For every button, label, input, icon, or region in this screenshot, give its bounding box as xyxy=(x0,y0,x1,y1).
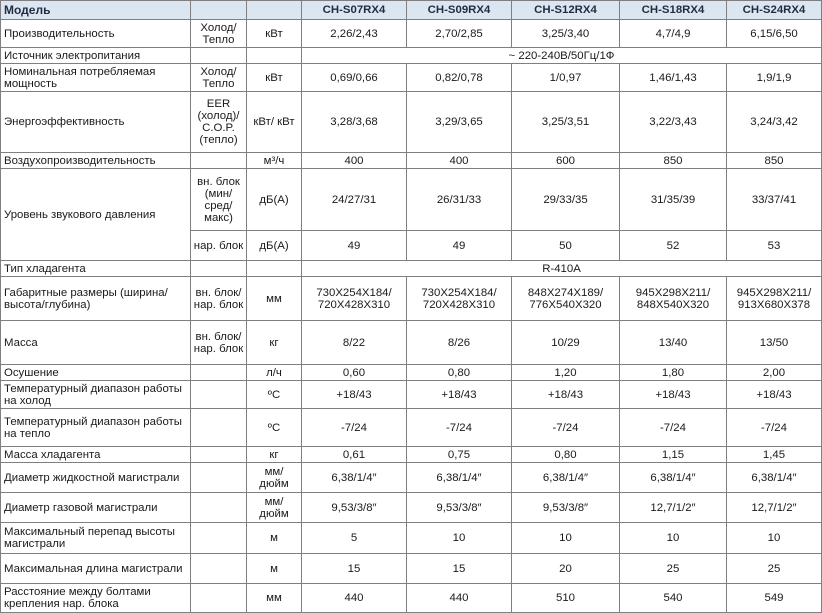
mode-label: Холод/ Тепло xyxy=(191,64,247,92)
param-label: Энергоэффективность xyxy=(1,92,191,153)
value-cell: 540 xyxy=(620,584,727,613)
dim-outdoor: 913X680X378 xyxy=(737,298,811,311)
param-label: Температурный диапазон работы на холод xyxy=(1,381,191,409)
value-cell: 1/0,97 xyxy=(512,64,620,92)
value-cell: 6,38/1/4″ xyxy=(512,463,620,493)
unit-label: ºС xyxy=(247,409,302,447)
empty-cell xyxy=(191,261,247,277)
value-cell: 26/31/33 xyxy=(407,169,512,231)
span-value: ~ 220-240В/50Гц/1Ф xyxy=(302,48,822,64)
row-capacity xyxy=(1,20,822,48)
value-cell: 510 xyxy=(512,584,620,613)
value-cell: 20 xyxy=(512,554,620,584)
value-cell: 2,00 xyxy=(727,365,822,381)
value-cell: 3,24/3,42 xyxy=(727,92,822,153)
row-refrigerant xyxy=(1,261,822,277)
unit-label: л/ч xyxy=(247,365,302,381)
unit-label: мм/ дюйм xyxy=(247,493,302,523)
model-name: CH-S12RX4 xyxy=(512,1,620,20)
unit-label: м xyxy=(247,554,302,584)
value-cell: 6,38/1/4″ xyxy=(620,463,727,493)
value-cell: -7/24 xyxy=(620,409,727,447)
value-cell: 5 xyxy=(302,523,407,554)
row-power xyxy=(1,48,822,64)
param-label: Источник электропитания xyxy=(1,48,191,64)
value-cell: 9,53/3/8″ xyxy=(407,493,512,523)
mode-label: вн. блок (мин/ сред/ макс) xyxy=(191,169,247,231)
row-efficiency xyxy=(1,92,822,153)
dim-indoor: 848X274X189/ xyxy=(527,286,604,299)
param-label: Тип хладагента xyxy=(1,261,191,277)
value-cell: 400 xyxy=(407,153,512,169)
value-cell: 10 xyxy=(620,523,727,554)
value-cell: 24/27/31 xyxy=(302,169,407,231)
value-cell: 0,82/0,78 xyxy=(407,64,512,92)
dim-outdoor: 848X540X320 xyxy=(636,298,710,311)
value-cell: -7/24 xyxy=(407,409,512,447)
value-cell: 0,69/0,66 xyxy=(302,64,407,92)
mode-label: Холод/ Тепло xyxy=(191,20,247,48)
value-cell: 6,38/1/4″ xyxy=(407,463,512,493)
value-cell: 850 xyxy=(727,153,822,169)
value-cell: 15 xyxy=(302,554,407,584)
value-cell: 4,7/4,9 xyxy=(620,20,727,48)
value-cell: 10/29 xyxy=(512,321,620,365)
row-consumption xyxy=(1,64,822,92)
unit-label: м³/ч xyxy=(247,153,302,169)
mode-label: EER (холод)/ C.O.P. (тепло) xyxy=(191,92,247,153)
header-row xyxy=(1,1,822,20)
value-cell: 1,80 xyxy=(620,365,727,381)
value-cell: 8/22 xyxy=(302,321,407,365)
unit-label: кг xyxy=(247,321,302,365)
value-cell: 10 xyxy=(407,523,512,554)
unit-label: ºС xyxy=(247,381,302,409)
param-label: Максимальная длина магистрали xyxy=(1,554,191,584)
empty-cell xyxy=(247,48,302,64)
value-cell xyxy=(407,277,512,321)
value-cell: 33/37/41 xyxy=(727,169,822,231)
param-label: Номинальная потребляемая мощность xyxy=(1,64,191,92)
row-liquid-line xyxy=(1,463,822,493)
value-cell: 0,75 xyxy=(407,447,512,463)
empty-cell xyxy=(191,381,247,409)
value-cell: 3,25/3,51 xyxy=(512,92,620,153)
value-cell: 49 xyxy=(407,231,512,261)
value-cell: 53 xyxy=(727,231,822,261)
dim-outdoor: 720X428X310 xyxy=(317,298,391,311)
value-cell: 29/33/35 xyxy=(512,169,620,231)
dim-indoor: 945X298X211/ xyxy=(635,286,711,299)
row-dehumidification xyxy=(1,365,822,381)
empty-cell xyxy=(191,523,247,554)
value-cell: 3,22/3,43 xyxy=(620,92,727,153)
value-cell: 850 xyxy=(620,153,727,169)
value-cell: 0,61 xyxy=(302,447,407,463)
value-cell: 52 xyxy=(620,231,727,261)
empty-cell xyxy=(191,153,247,169)
param-label: Масса хладагента xyxy=(1,447,191,463)
value-cell xyxy=(727,277,822,321)
param-label: Температурный диапазон работы на тепло xyxy=(1,409,191,447)
row-dimensions xyxy=(1,277,822,321)
row-height-difference xyxy=(1,523,822,554)
value-cell: 25 xyxy=(620,554,727,584)
param-label: Диаметр газовой магистрали xyxy=(1,493,191,523)
value-cell: 8/26 xyxy=(407,321,512,365)
value-cell xyxy=(302,277,407,321)
row-bolt-distance xyxy=(1,584,822,613)
param-label: Воздухопроизводительность xyxy=(1,153,191,169)
model-name: CH-S09RX4 xyxy=(407,1,512,20)
param-label: Производительность xyxy=(1,20,191,48)
empty-cell xyxy=(191,48,247,64)
unit-label: дБ(А) xyxy=(247,231,302,261)
empty-cell xyxy=(191,554,247,584)
param-label: Масса xyxy=(1,321,191,365)
value-cell: -7/24 xyxy=(512,409,620,447)
unit-label: мм xyxy=(247,584,302,613)
value-cell: 49 xyxy=(302,231,407,261)
empty-cell xyxy=(191,409,247,447)
model-label: Модель xyxy=(1,1,191,20)
value-cell: 1,46/1,43 xyxy=(620,64,727,92)
value-cell: 440 xyxy=(302,584,407,613)
value-cell: -7/24 xyxy=(302,409,407,447)
dim-indoor: 730X254X184/ xyxy=(316,286,392,299)
mode-label: вн. блок/ нар. блок xyxy=(191,277,247,321)
value-cell: +18/43 xyxy=(302,381,407,409)
value-cell: 10 xyxy=(727,523,822,554)
value-cell: 549 xyxy=(727,584,822,613)
row-mass xyxy=(1,321,822,365)
value-cell: 3,25/3,40 xyxy=(512,20,620,48)
row-temp-heat xyxy=(1,409,822,447)
value-cell: 50 xyxy=(512,231,620,261)
value-cell: 0,80 xyxy=(407,365,512,381)
unit-label: кг xyxy=(247,447,302,463)
value-cell: -7/24 xyxy=(727,409,822,447)
empty-cell xyxy=(191,447,247,463)
empty-cell xyxy=(191,584,247,613)
value-cell: 25 xyxy=(727,554,822,584)
value-cell: 440 xyxy=(407,584,512,613)
value-cell: 13/50 xyxy=(727,321,822,365)
value-cell: +18/43 xyxy=(620,381,727,409)
value-cell: 400 xyxy=(302,153,407,169)
param-label: Габаритные размеры (ширина/высота/глубина) xyxy=(1,277,191,321)
param-label: Диаметр жидкостной магистрали xyxy=(1,463,191,493)
empty-cell xyxy=(191,365,247,381)
model-name: CH-S24RX4 xyxy=(727,1,822,20)
value-cell: 1,45 xyxy=(727,447,822,463)
unit-label: мм xyxy=(247,277,302,321)
unit-label: кВт/ кВт xyxy=(247,92,302,153)
value-cell: 13/40 xyxy=(620,321,727,365)
value-cell: 3,28/3,68 xyxy=(302,92,407,153)
param-label: Расстояние между болтами крепления нар. блока xyxy=(1,584,191,613)
value-cell: 9,53/3/8″ xyxy=(512,493,620,523)
value-cell: +18/43 xyxy=(407,381,512,409)
row-refrigerant-charge xyxy=(1,447,822,463)
value-cell: 6,38/1/4″ xyxy=(727,463,822,493)
row-max-length xyxy=(1,554,822,584)
value-cell: 15 xyxy=(407,554,512,584)
value-cell: 0,60 xyxy=(302,365,407,381)
unit-label: кВт xyxy=(247,20,302,48)
row-airflow xyxy=(1,153,822,169)
value-cell: 12,7/1/2″ xyxy=(620,493,727,523)
value-cell xyxy=(512,277,620,321)
header-empty xyxy=(191,1,247,20)
value-cell: 6,15/6,50 xyxy=(727,20,822,48)
row-temp-cool xyxy=(1,381,822,409)
value-cell: 6,38/1/4″ xyxy=(302,463,407,493)
value-cell: 2,26/2,43 xyxy=(302,20,407,48)
value-cell: 2,70/2,85 xyxy=(407,20,512,48)
param-label: Уровень звукового давления xyxy=(1,169,191,261)
param-label: Максимальный перепад высоты магистрали xyxy=(1,523,191,554)
value-cell: 0,80 xyxy=(512,447,620,463)
unit-label: мм/ дюйм xyxy=(247,463,302,493)
value-cell: 31/35/39 xyxy=(620,169,727,231)
empty-cell xyxy=(247,261,302,277)
model-name: CH-S18RX4 xyxy=(620,1,727,20)
mode-label: вн. блок/ нар. блок xyxy=(191,321,247,365)
model-name: CH-S07RX4 xyxy=(302,1,407,20)
param-label: Осушение xyxy=(1,365,191,381)
mode-label: нар. блок xyxy=(191,231,247,261)
dim-indoor: 945X298X211/ xyxy=(736,286,812,299)
value-cell: +18/43 xyxy=(512,381,620,409)
empty-cell xyxy=(191,463,247,493)
value-cell: 1,9/1,9 xyxy=(727,64,822,92)
value-cell: 1,20 xyxy=(512,365,620,381)
unit-label: кВт xyxy=(247,64,302,92)
row-noise-indoor xyxy=(1,169,822,231)
unit-label: м xyxy=(247,523,302,554)
value-cell: 9,53/3/8″ xyxy=(302,493,407,523)
row-gas-line xyxy=(1,493,822,523)
unit-label: дБ(А) xyxy=(247,169,302,231)
header-empty xyxy=(247,1,302,20)
dim-outdoor: 776X540X320 xyxy=(529,298,602,311)
value-cell xyxy=(620,277,727,321)
span-value: R-410A xyxy=(302,261,822,277)
dim-indoor: 730X254X184/ xyxy=(421,286,497,299)
value-cell: 12,7/1/2″ xyxy=(727,493,822,523)
value-cell: 10 xyxy=(512,523,620,554)
value-cell: 600 xyxy=(512,153,620,169)
value-cell: 1,15 xyxy=(620,447,727,463)
dim-outdoor: 720X428X310 xyxy=(422,298,496,311)
value-cell: 3,29/3,65 xyxy=(407,92,512,153)
empty-cell xyxy=(191,493,247,523)
value-cell: +18/43 xyxy=(727,381,822,409)
